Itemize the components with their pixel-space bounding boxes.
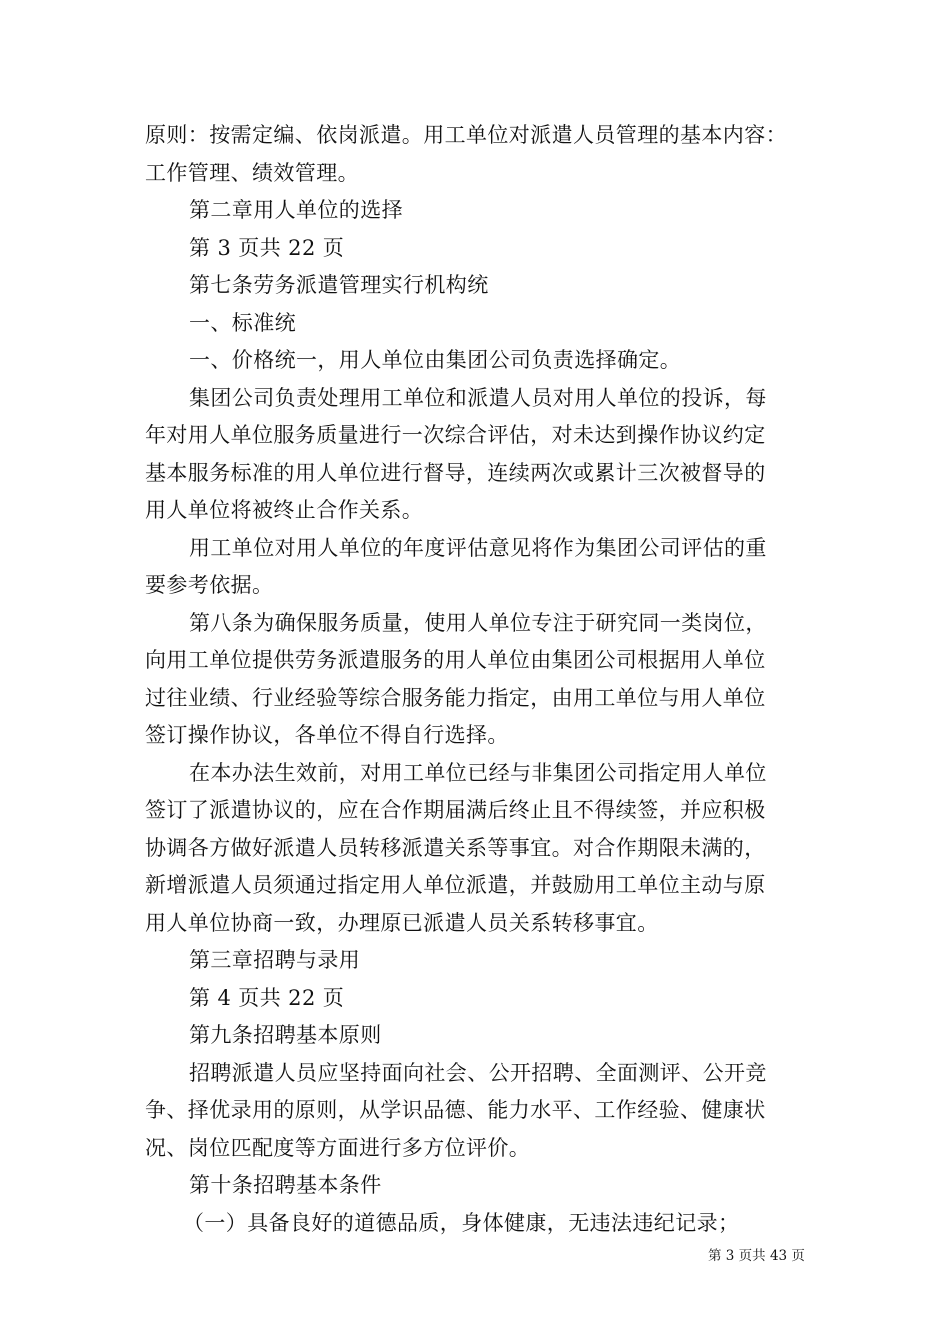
text-line: 向用工单位提供劳务派遣服务的用人单位由集团公司根据用人单位	[145, 648, 766, 672]
text-line: 一、价格统一，用人单位由集团公司负责选择确定。	[189, 348, 682, 372]
text-line: 争、择优录用的原则，从学识品德、能力水平、工作经验、健康状	[145, 1098, 766, 1122]
text-line: 用人单位协商一致，办理原已派遣人员关系转移事宜。	[145, 910, 659, 935]
text-line: 第二章用人单位的选择	[189, 198, 403, 222]
text-line: 用人单位将被终止合作关系。	[145, 498, 424, 522]
text-line: 第八条为确保服务质量，使用人单位专注于研究同一类岗位，	[189, 610, 767, 635]
text-line: 在本办法生效前，对用工单位已经与非集团公司指定用人单位	[189, 760, 767, 785]
text-line: 要参考依据。	[145, 573, 274, 597]
text-line: 况、岗位匹配度等方面进行多方位评价。	[145, 1135, 531, 1160]
text-line: 协调各方做好派遣人员转移派遣关系等事宜。对合作期限未满的，	[145, 835, 766, 860]
text-line: 基本服务标准的用人单位进行督导，连续两次或累计三次被督导的	[145, 460, 766, 485]
text-line: 签订操作协议，各单位不得自行选择。	[145, 723, 509, 747]
text-line: 工作管理、绩效管理。	[145, 160, 359, 185]
text-line: 年对用人单位服务质量进行一次综合评估，对未达到操作协议约定	[145, 423, 766, 447]
text-line: 过往业绩、行业经验等综合服务能力指定，由用工单位与用人单位	[145, 685, 766, 710]
text-line: 第十条招聘基本条件	[189, 1173, 382, 1197]
text-line: 第 4 页共 22 页	[189, 985, 345, 1010]
page-footer: 第 3 页共 43 页	[708, 1248, 805, 1264]
text-line: 集团公司负责处理用工单位和派遣人员对用人单位的投诉，每	[189, 385, 767, 410]
text-line: 原则：按需定编、依岗派遣。用工单位对派遣人员管理的基本内容：	[145, 123, 787, 147]
text-line: 签订了派遣协议的，应在合作期届满后终止且不得续签，并应积极	[145, 798, 766, 822]
text-line: （一）具备良好的道德品质，身体健康，无违法违纪记录；	[183, 1210, 740, 1235]
text-line: 一、标准统	[189, 310, 296, 335]
text-line: 第九条招聘基本原则	[189, 1023, 382, 1047]
document-body	[145, 117, 810, 1242]
text-line: 第七条劳务派遣管理实行机构统	[189, 273, 489, 297]
text-line: 第三章招聘与录用	[189, 948, 361, 972]
text-line: 第 3 页共 22 页	[189, 235, 345, 260]
text-line: 招聘派遣人员应坚持面向社会、公开招聘、全面测评、公开竞	[189, 1060, 767, 1085]
text-line: 新增派遣人员须通过指定用人单位派遣，并鼓励用工单位主动与原	[145, 873, 766, 897]
text-line: 用工单位对用人单位的年度评估意见将作为集团公司评估的重	[189, 535, 767, 560]
